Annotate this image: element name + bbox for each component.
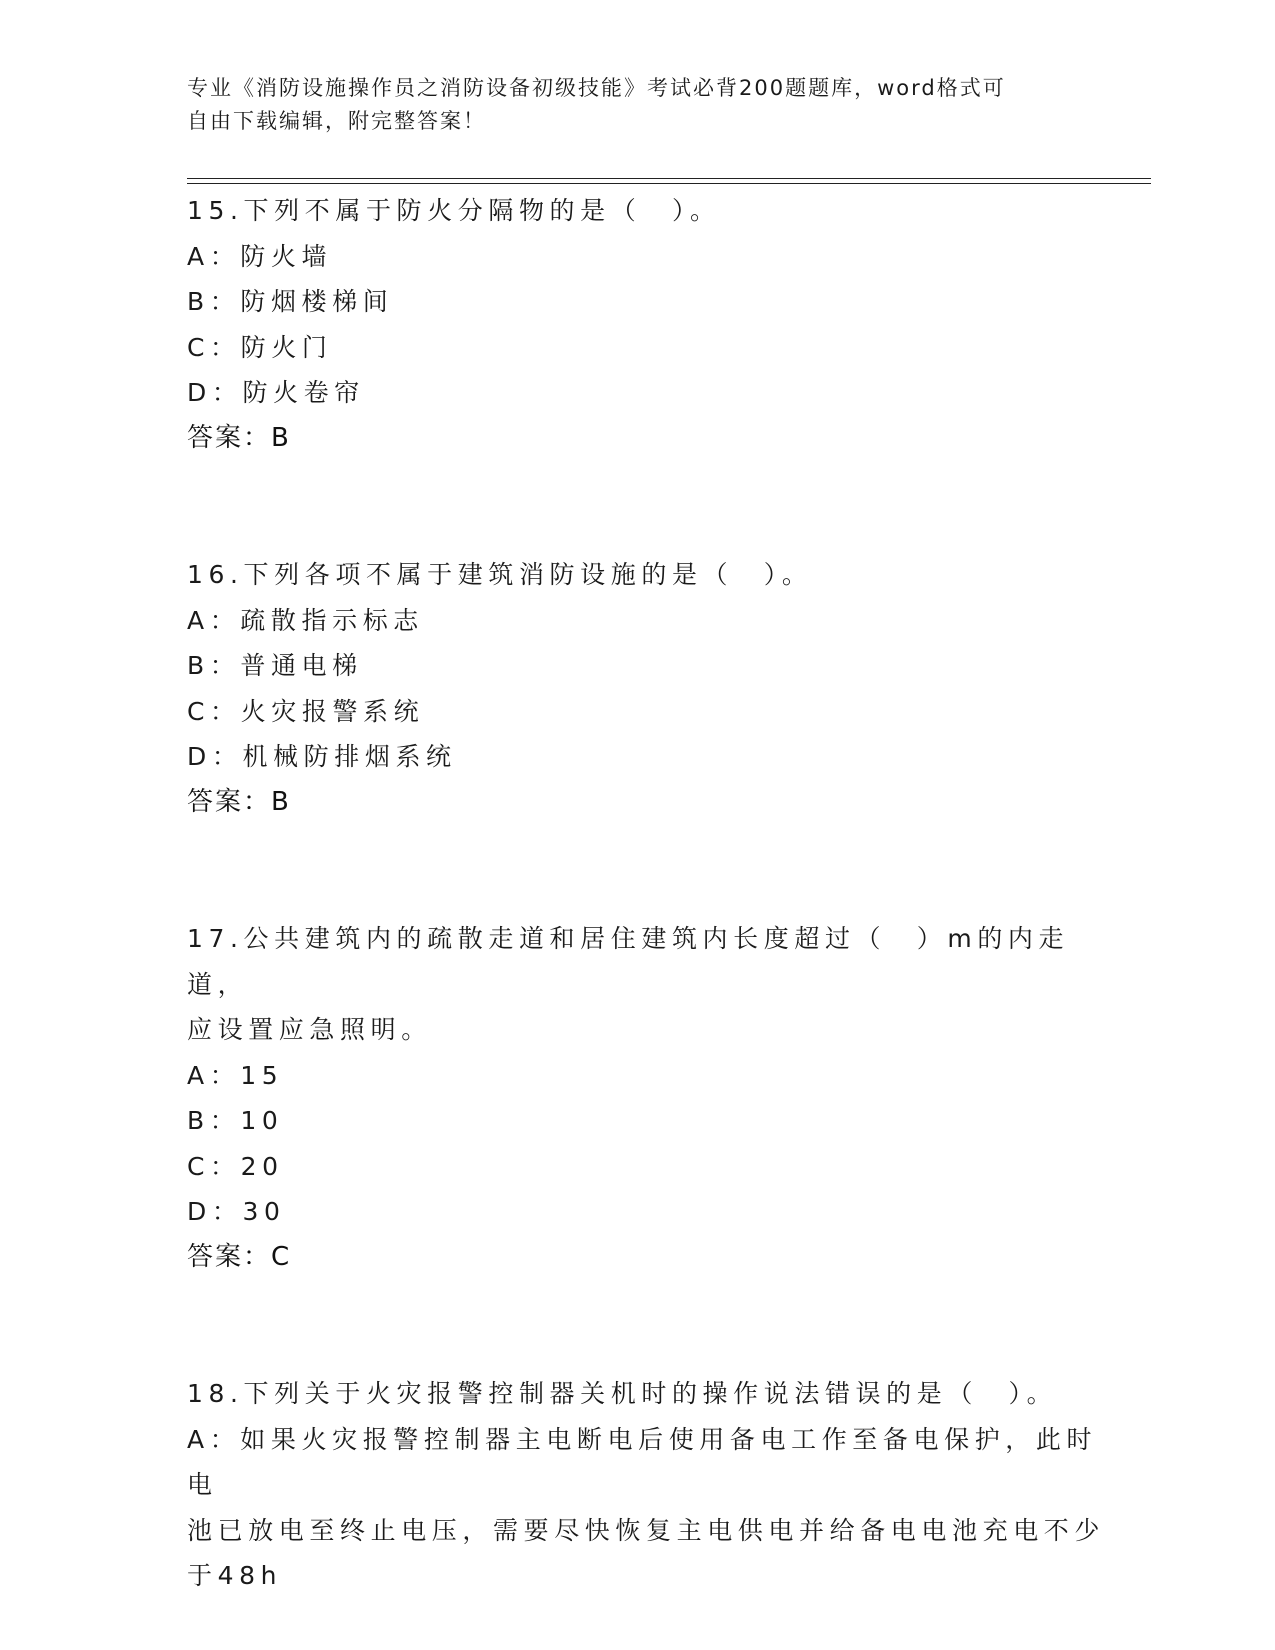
question-stem: 17.公共建筑内的疏散走道和居住建筑内长度超过（ ）m的内走道， xyxy=(187,924,1070,999)
option-a-continued: 于48h xyxy=(187,1561,283,1590)
option-b: B：10 xyxy=(187,1106,284,1135)
option-d: D：机械防排烟系统 xyxy=(187,742,457,771)
option-d: D：防火卷帘 xyxy=(187,378,365,407)
option-a-continued: 池已放电至终止电压，需要尽快恢复主电供电并给备电电池充电不少 xyxy=(187,1515,1106,1545)
question-spacer xyxy=(187,461,1107,552)
header-divider-top xyxy=(187,178,1151,179)
option-a: A：15 xyxy=(187,1060,284,1090)
answer-label: 答案：B xyxy=(187,786,291,817)
option-b: B：防烟楼梯间 xyxy=(187,287,394,316)
question-stem: 15.下列不属于防火分隔物的是（ ）。 xyxy=(187,196,721,225)
question-18 xyxy=(187,1371,1107,1599)
question-spacer xyxy=(187,1280,1107,1371)
question-15 xyxy=(187,188,1107,461)
option-a: A：防火墙 xyxy=(187,241,333,271)
header-line-2: 自由下载编辑，附完整答案！ xyxy=(187,109,486,133)
question-stem: 18.下列关于火灾报警控制器关机时的操作说法错误的是（ ）。 xyxy=(187,1379,1058,1408)
option-a: A：如果火灾报警控制器主电断电后使用备电工作至备电保护，此时电 xyxy=(187,1424,1098,1499)
answer-label: 答案：B xyxy=(187,422,291,453)
question-stem-continued: 应设置应急照明。 xyxy=(187,1015,432,1044)
option-c: C：防火门 xyxy=(187,332,333,362)
option-c: C：20 xyxy=(187,1151,284,1181)
header-line-1: 专业《消防设施操作员之消防设备初级技能》考试必背200题题库，word格式可 xyxy=(187,76,1006,100)
question-list xyxy=(187,188,1107,1599)
option-a: A：疏散指示标志 xyxy=(187,605,424,635)
answer-label: 答案：C xyxy=(187,1241,292,1272)
header-divider-bottom xyxy=(187,183,1151,184)
option-b: B：普通电梯 xyxy=(187,651,363,680)
option-c: C：火灾报警系统 xyxy=(187,696,425,726)
document-header xyxy=(187,72,1087,138)
question-17 xyxy=(187,916,1107,1280)
question-16 xyxy=(187,552,1107,825)
option-d: D：30 xyxy=(187,1197,286,1226)
question-spacer xyxy=(187,825,1107,916)
question-stem: 16.下列各项不属于建筑消防设施的是（ ）。 xyxy=(187,560,813,589)
